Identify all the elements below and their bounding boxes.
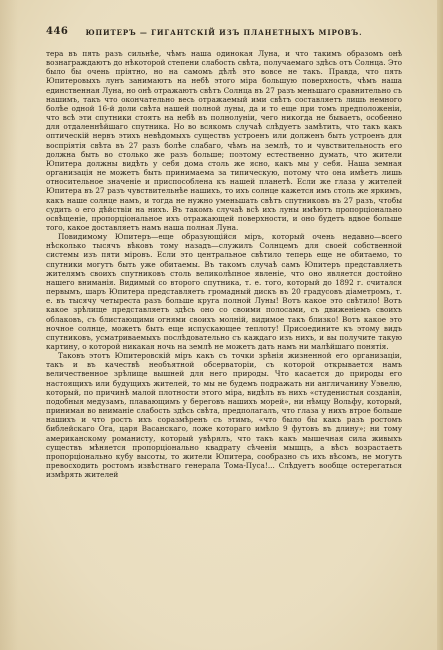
running-header: [46, 26, 402, 40]
page-number: 446: [46, 26, 69, 37]
paragraph-1: тера въ пять разъ сильнѣе, чѣмъ наша одинокая Луна, и что такимъ образомъ онѣ вознаграждаютъ до нѣкоторой степени слабость свѣта, получаемаго здѣсь отъ Солнца. Это было бы очень пріятно, но на самомъ дѣлѣ это вовсе не такъ. Правда, что пять Юпитеровыхъ лунъ занимаютъ на небѣ этого міра большую поверхность, чѣмъ наша единственная Луна, но онѣ отражаютъ свѣтъ Солнца въ 27 разъ меньшаго сравнительно съ нашимъ, такъ что окончательно весь отражаемый ими свѣтъ составляетъ лишь немного болѣе одной 16-й доли свѣта нашей полной луны, да и то еще при томъ предположеніи, что всѣ эти спутники стоятъ на небѣ въ полнолуніи, чего никогда не бываетъ, особенно для отдаленнѣйшаго спутника. Но во всякомъ случаѣ слѣдуетъ замѣтить, что такъ какъ оптическій нервъ этихъ невѣдомыхъ существъ устроенъ или долженъ быть устроенъ для воспріятія свѣта въ 27 разъ болѣе слабаго, чѣмъ на землѣ, то и чувствительность его должна быть во столько же разъ больше; поэтому естественно думать, что жители Юпитера должны видѣть у себя дома столь же ясно, какъ мы у себя. Наша земная организація не можетъ быть принимаема за типическую, потому что она имѣетъ лишь относительное значеніе и приспособлена къ нашей планетѣ. Если же глаза у жителей Юпитера въ 27 разъ чувствительнѣе нашихъ, то ихъ солнце кажется имъ столь же яркимъ, какъ наше солнце намъ, и тогда не нужно уменьшать свѣтъ спутниковъ въ 27 разъ, чтобы судить о его дѣйствіи на нихъ. Въ такомъ случаѣ всѣ ихъ луны имѣютъ пропорціонально освѣщеніе, пропорціональное ихъ отражающей поверхности, и оно будетъ вдвое больше того, какое доставляетъ намъ наша полная Луна.: [46, 49, 402, 232]
running-title: ЮПИТЕРЪ — ГИГАНТСКІЙ ИЗЪ ПЛАНЕТНЫХЪ МІРОВЪ.: [85, 28, 363, 37]
page-gutter-shade: [0, 0, 18, 650]
page-edge: [437, 0, 443, 650]
paragraph-3: Таковъ этотъ Юпитеровскій міръ какъ съ точки зрѣнія жизненной его организаціи, такъ и въ качествѣ необъятной обсерваторіи, съ которой открывается намъ величественное зрѣлище вышней для него природы. Что касается до природы его настоящихъ или будущихъ жителей, то мы не будемъ подражать ни англичанину Уэвелю, который, по причинѣ малой плотности этого міра, видѣлъ въ нихъ «студенистыя созданія, подобныя медузамъ, плавающимъ у береговъ нашихъ морей», ни нѣмцу Вольфу, который, принимая во вниманіе слабость здѣсь свѣта, предполагалъ, что глаза у нихъ втрое больше нашихъ и что ростъ ихъ соразмѣренъ съ этимъ, «что было бы какъ разъ ростомъ библейскаго Ога, царя Васанскаго, ложе котораго имѣло 9 футовъ въ длину»; ни тому американскому романисту, который увѣрялъ, что такъ какъ мышечная сила живыхъ существъ мѣняется пропорціонально квадрату сѣченія мышцъ, а вѣсъ возрастаетъ пропорціонально кубу высоты, то жители Юпитера, сообразно съ ихъ вѣсомъ, не могутъ превосходить ростомъ извѣстнаго генерала Тома-Пуса!... Слѣдуетъ вообще остерегаться измѣрять жителей: [46, 351, 402, 480]
paragraph-2: Повидимому Юпитеръ—еще образующійся міръ, который очень недавно—всего нѣсколько тысячъ вѣковъ тому назадъ—служилъ Солнцемъ для своей собственной системы изъ пяти міровъ. Если это центральное свѣтило теперь еще не обитаемо, то спутники могутъ быть уже обитаемы. Въ такомъ случаѣ самъ Юпитеръ представляетъ жителямъ своихъ спутниковъ столь великолѣпное явленіе, что оно является достойно нашего вниманія. Видимый со второго спутника, т. е. того, который до 1892 г. считался первымъ, шаръ Юпитера представляетъ громадный дискъ въ 20 градусовъ діаметромъ, т. е. въ тысячу четыреста разъ больше круга полной Луны! Вотъ какое это свѣтило! Вотъ какое зрѣлище представляетъ здѣсь оно со своими полосами, съ движеніемъ своихъ облаковъ, съ блистающими огнями своихъ молній, видимое такъ близко! Вотъ какое это ночное солнце, можетъ быть еще испускающее теплоту! Присоедините къ этому видъ спутниковъ, усматриваемыхъ послѣдовательно съ каждаго изъ нихъ, и вы получите такую картину, о которой никакая ночь на землѣ не можетъ дать намъ ни малѣйшаго понятія.: [46, 232, 402, 351]
body-text: [46, 49, 402, 479]
